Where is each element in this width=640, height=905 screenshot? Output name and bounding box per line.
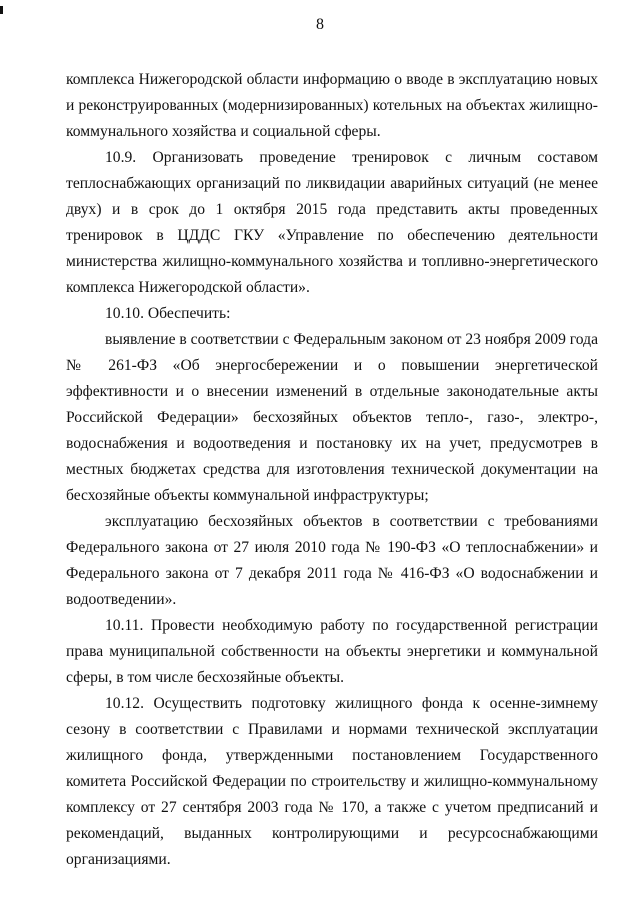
paragraph: комплекса Нижегородской области информацию о вводе в эксплуатацию новых и реконструированных (модернизированных) котельных на объектах жилищно-коммунального хозяйства и социальной сферы. (66, 71, 598, 140)
document-body (66, 67, 598, 873)
paragraph-10-10-item-1: выявление в соответствии с Федеральным законом от 23 ноября 2009 года № 261-ФЗ «Об энергосбережении и о повышении энергетической эффективности и о внесении изменений в отдельные законодательные акты Российской Федерации» бесхозяйных объектов тепло-, газо-, электро-, водоснабжения и водоотведения и постановку их на учет, предусмотрев в местных бюджетах средства для изготовления технической документации на бесхозяйные объекты коммунальной инфраструктуры; (66, 331, 598, 504)
paragraph-10-10: 10.10. Обеспечить: (105, 305, 231, 322)
paragraph-10-11: 10.11. Провести необходимую работу по государственной регистрации права муниципальной собственности на объекты энергетики и коммунальной сферы, в том числе бесхозяйные объекты. (66, 617, 598, 686)
paragraph-10-9: 10.9. Организовать проведение тренировок с личным составом теплоснабжающих организаций по ликвидации аварийных ситуаций (не менее двух) и в срок до 1 октября 2015 года представить акты проведенных тренировок в ЦДДС ГКУ «Управление по обеспечению деятельности министерства жилищно-коммунального хозяйства и топливно-энергетического комплекса Нижегородской области». (66, 149, 598, 296)
page-number: 8 (316, 16, 324, 33)
paragraph-10-10-item-2: эксплуатацию бесхозяйных объектов в соответствии с требованиями Федерального закона от 27 июля 2010 года № 190-ФЗ «О теплоснабжении» и Федерального закона от 7 декабря 2011 года № 416-ФЗ «О водоснабжении и водоотведении». (66, 513, 598, 608)
paragraph-10-12: 10.12. Осуществить подготовку жилищного фонда к осенне-зимнему сезону в соответствии с Правилами и нормами технической эксплуатации жилищного фонда, утвержденными постановлением Государственного комитета Российской Федерации по строительству и жилищно-коммунальному комплексу от 27 сентября 2003 года № 170, а также с учетом предписаний и рекомендаций, выданных контролирующими и ресурсоснабжающими организациями. (66, 695, 598, 868)
scan-artifact-mark (0, 6, 3, 14)
